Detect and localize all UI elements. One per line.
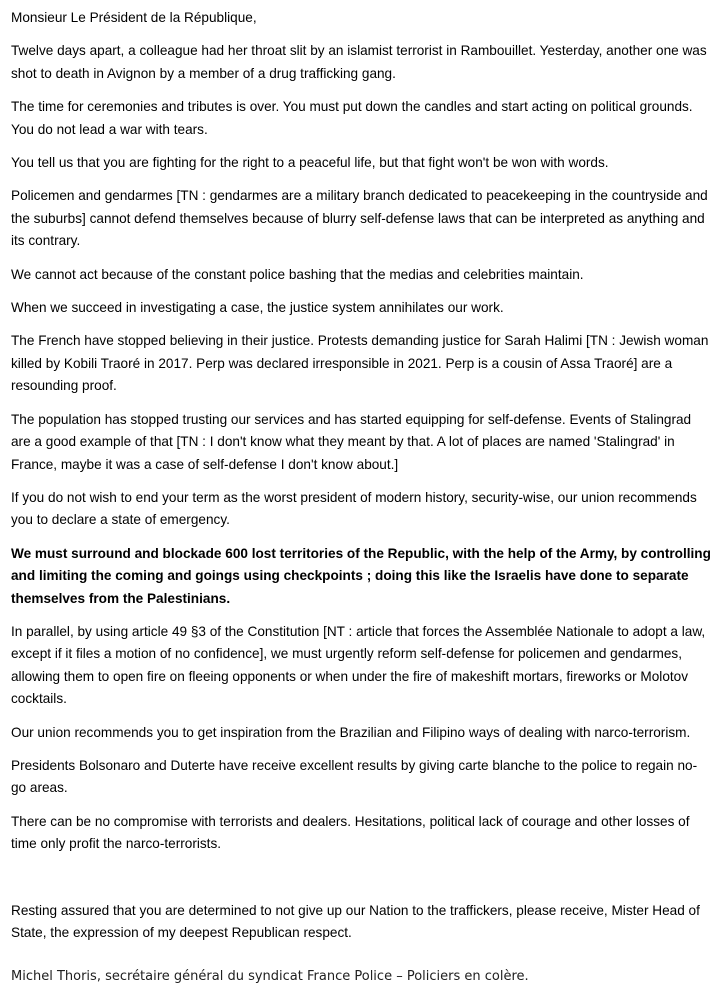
- letter-salutation: Monsieur Le Président de la République,: [11, 10, 257, 25]
- letter-signature: Michel Thoris, secrétaire général du syndicat France Police – Policiers en colère.: [11, 969, 529, 985]
- paragraph-peaceful-life: You tell us that you are fighting for the right to a peaceful life, but that fight won't be won with words.: [11, 155, 609, 171]
- paragraph-ceremonies-over: The time for ceremonies and tributes is over. You must put down the candles and start acting on political grounds. You do not lead a war with tears.: [11, 99, 693, 137]
- paragraph-stalingrad: The population has stopped trusting our services and has started equipping for self-defense. Events of Stalingrad are a good example of that [TN : I don't know what they meant by that. A lot of places are named 'Stalingrad' in France, maybe it was a case of self-defense I don't know about.]: [11, 411, 692, 472]
- paragraph-self-defense-laws: Policemen and gendarmes [TN : gendarmes are a military branch dedicated to peacekeeping in the countryside and the suburbs] cannot defend themselves because of blurry self-defense laws that can be interpreted as anything and its contrary.: [11, 188, 708, 249]
- paragraph-bolsonaro-duterte: Presidents Bolsonaro and Duterte have receive excellent results by giving carte blanche to the police to regain no-go areas.: [11, 757, 698, 796]
- paragraph-rambouillet-avignon: Twelve days apart, a colleague had her throat slit by an islamist terrorist in Rambouillet. Yesterday, another one was shot to death in Avignon by a member of a drug trafficking gang.: [11, 43, 707, 81]
- letter-document: [11, 7, 711, 1000]
- letter-closing: Resting assured that you are determined to not give up our Nation to the traffickers, please receive, Mister Head of State, the expression of my deepest Republican respect.: [11, 902, 700, 940]
- paragraph-brazilian-filipino: Our union recommends you to get inspiration from the Brazilian and Filipino ways of dealing with narco-terrorism.: [11, 724, 691, 740]
- paragraph-sarah-halimi: The French have stopped believing in their justice. Protests demanding justice for Sarah Halimi [TN : Jewish woman killed by Kobili Traoré in 2017. Perp was declared irresponsible in 2021. Perp is a cousin of Assa Traoré] are a resounding proof.: [11, 333, 709, 394]
- paragraph-state-of-emergency: If you do not wish to end your term as the worst president of modern history, security-wise, our union recommends you to declare a state of emergency.: [11, 489, 697, 528]
- paragraph-no-compromise: There can be no compromise with terrorists and dealers. Hesitations, political lack of courage and other losses of time only profit the narco-terrorists.: [11, 813, 690, 852]
- paragraph-blockade-bold: We must surround and blockade 600 lost territories of the Republic, with the help of the Army, by controlling and limiting the coming and goings using checkpoints ; doing this like the Israelis have done to separate themselves from the Palestinians.: [11, 545, 711, 606]
- paragraph-article-49: In parallel, by using article 49 §3 of the Constitution [NT : article that forces the Assemblée Nationale to adopt a law, except if it files a motion of no confidence], we must urgently reform self-defense for policemen and gendarmes, allowing them to open fire on fleeing opponents or when under the fire of makeshift mortars, fireworks or Molotov cocktails.: [11, 623, 706, 707]
- paragraph-justice-annihilates: When we succeed in investigating a case, the justice system annihilates our work.: [11, 300, 504, 316]
- paragraph-police-bashing: We cannot act because of the constant police bashing that the medias and celebrities maintain.: [11, 266, 584, 282]
